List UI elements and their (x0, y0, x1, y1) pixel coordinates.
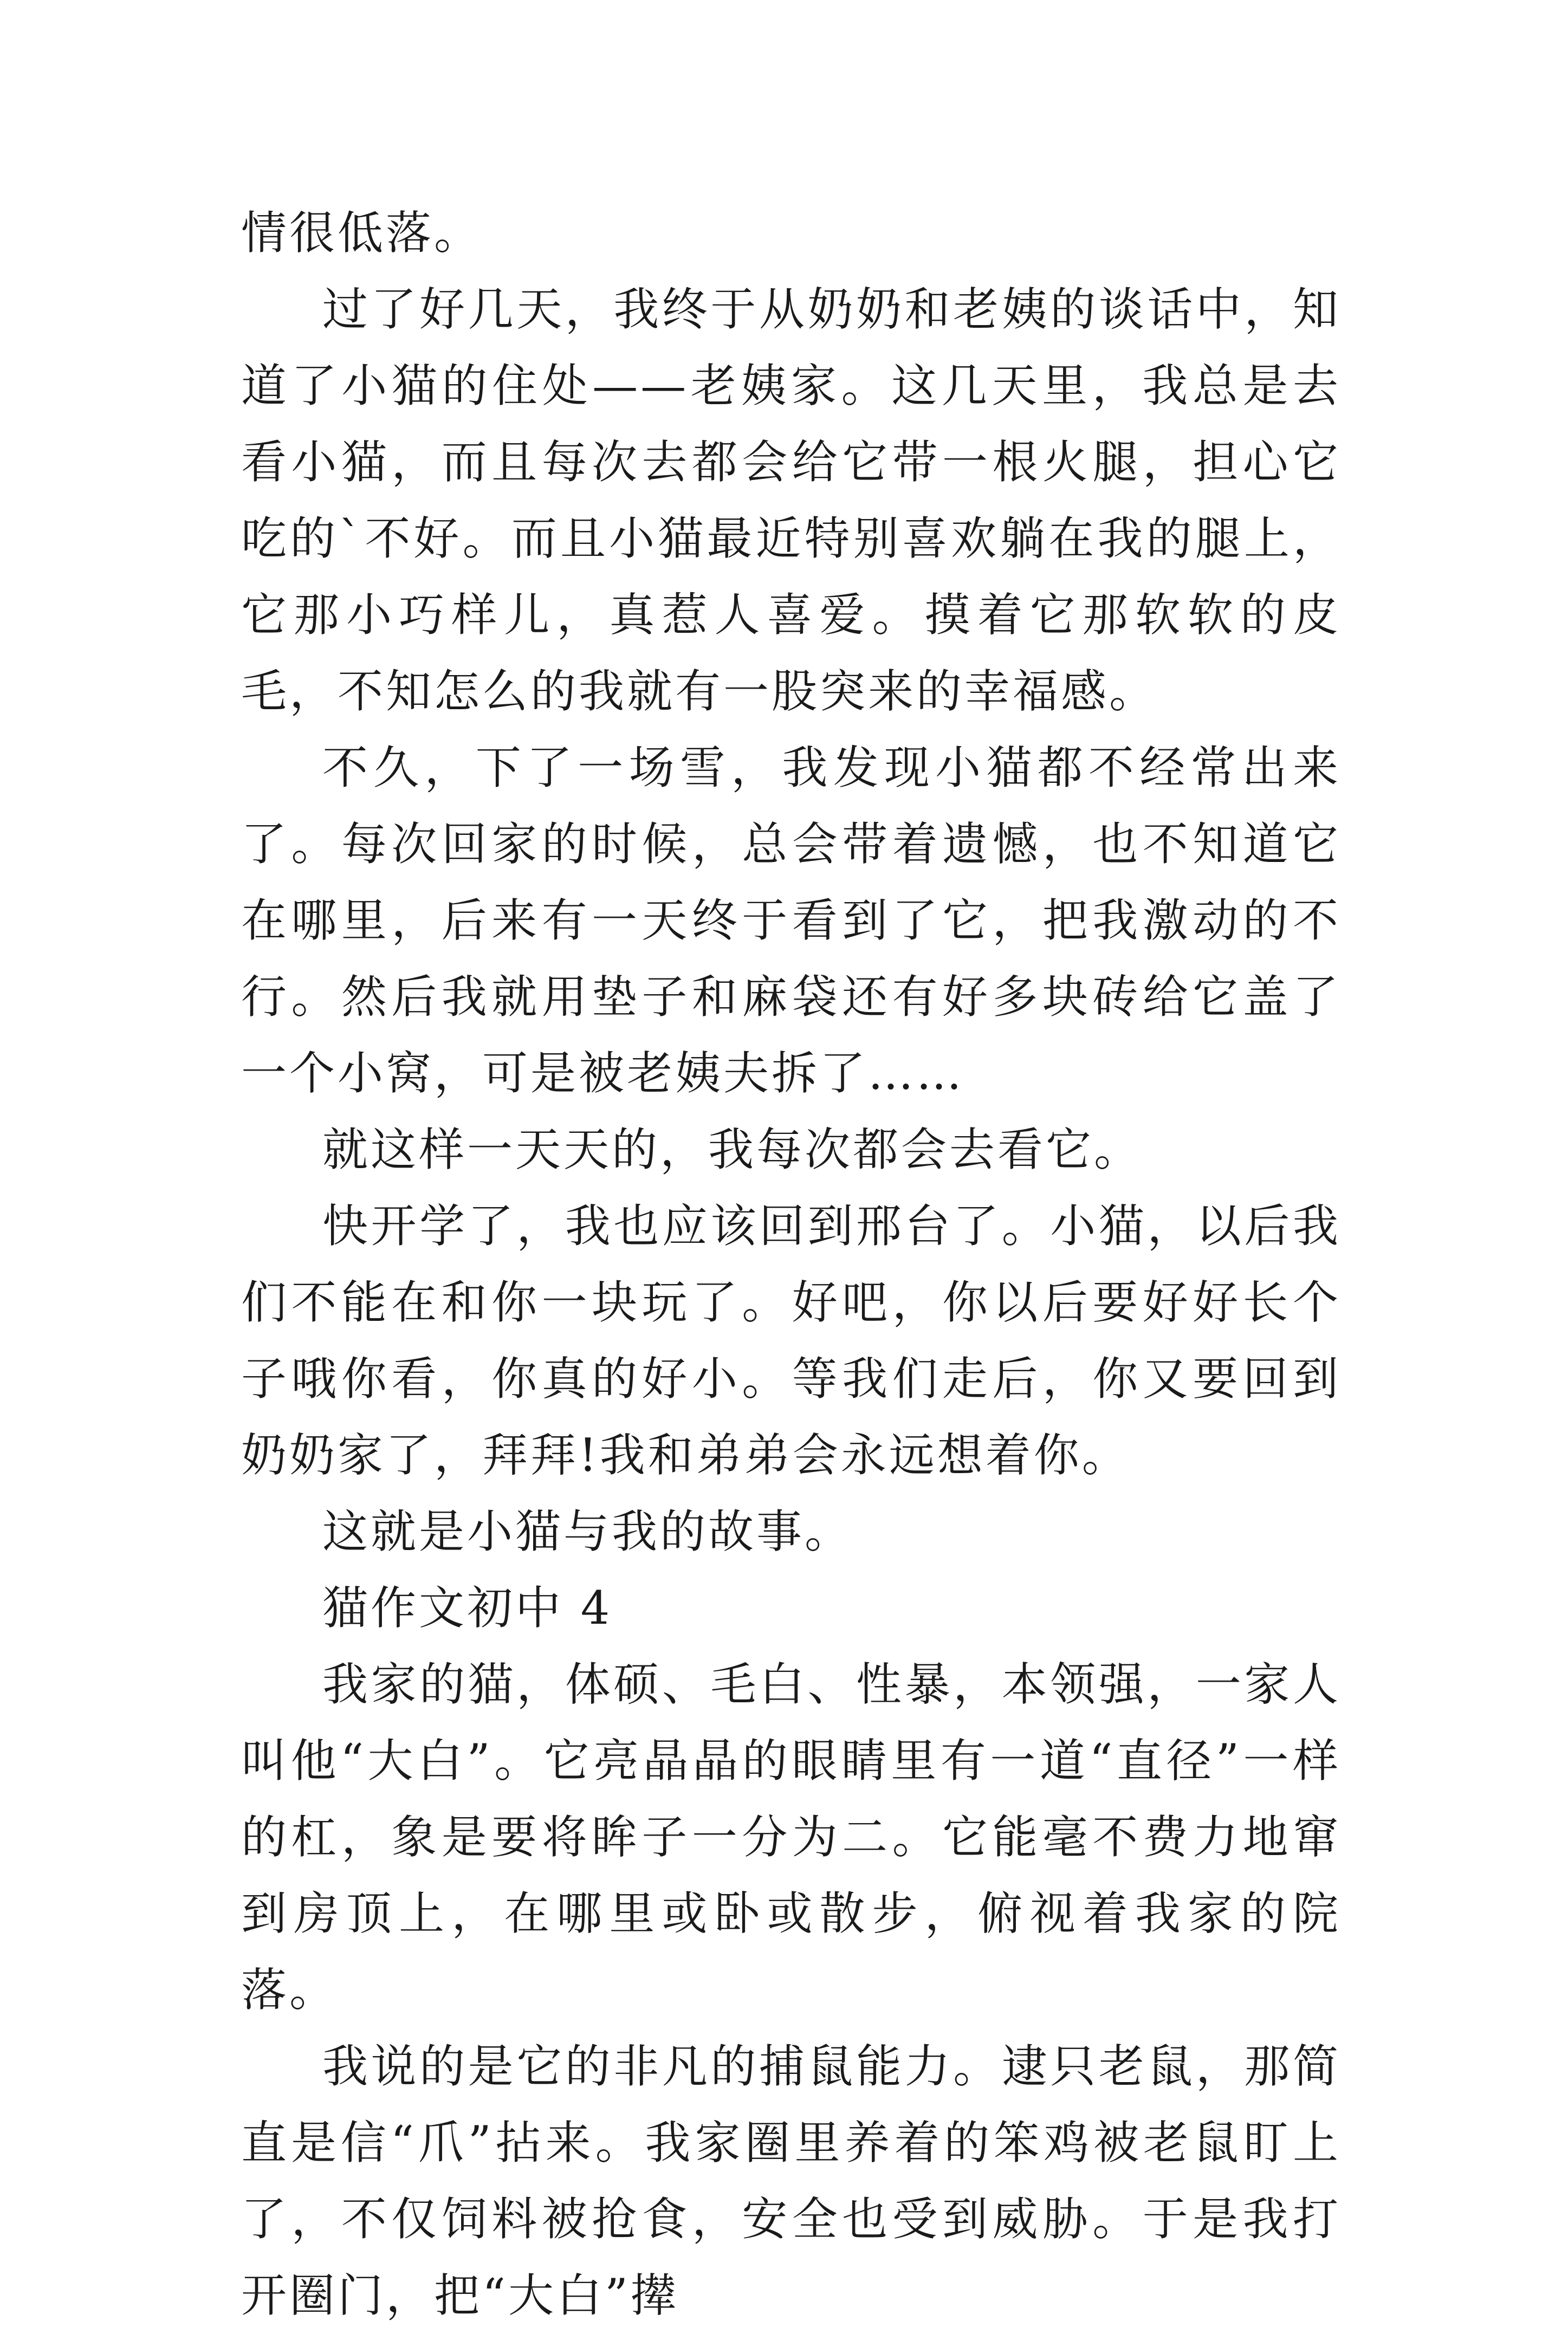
paragraph: 情很低落。 (241, 206, 483, 260)
paragraph: 不久，下了一场雪，我发现小猫都不经常出来了。每次回家的时候，总会带着遗憾，也不知道它在哪里，后来有一天终于看到了它，把我激动的不行。然后我就用垫子和麻袋还有好多块砖给它盖了一个小窝，可是被老姨夫拆了…… (241, 741, 1341, 1100)
paragraph: 就这样一天天的，我每次都会去看它。 (322, 1123, 1143, 1176)
paragraph: 过了好几天，我终于从奶奶和老姨的谈话中，知道了小猫的住处——老姨家。这几天里，我总是去看小猫，而且每次去都会给它带一根火腿，担心它吃的`不好。而且小猫最近特别喜欢躺在我的腿上，它那小巧样儿，真惹人喜爱。摸着它那软软的皮毛，不知怎么的我就有一股突来的幸福感。 (241, 283, 1341, 718)
document-body (241, 195, 1341, 2334)
paragraph: 快开学了，我也应该回到邢台了。小猫，以后我们不能在和你一块玩了。好吧，你以后要好好长个子哦你看，你真的好小。等我们走后，你又要回到奶奶家了，拜拜!我和弟弟会永远想着你。 (241, 1200, 1341, 1482)
paragraph: 这就是小猫与我的故事。 (322, 1505, 853, 1558)
paragraph: 我家的猫，体硕、毛白、性暴，本领强，一家人叫他“大白”。它亮晶晶的眼睛里有一道“直径”一样的杠，象是要将眸子一分为二。它能毫不费力地窜到房顶上，在哪里或卧或散步，俯视着我家的院落。 (241, 1658, 1341, 2017)
section-heading: 猫作文初中 4 (322, 1581, 613, 1635)
paragraph: 我说的是它的非凡的捕鼠能力。逮只老鼠，那简直是信“爪”拈来。我家圈里养着的笨鸡被老鼠盯上了，不仅饲料被抢食，安全也受到威胁。于是我打开圈门，把“大白”撵 (241, 2040, 1341, 2322)
